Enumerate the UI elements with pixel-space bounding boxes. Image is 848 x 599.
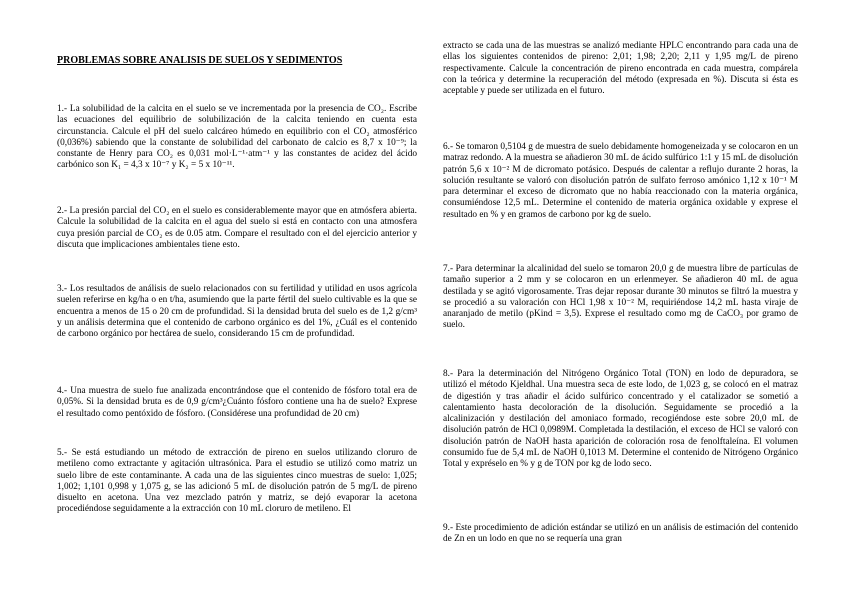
problem-2: 2.- La presión parcial del CO₂ en el suelo es considerablemente mayor que en atmósfera abierta. Calcule la solubilidad de la calcita en el agua del suelo si está en contacto con una atmosfera cuya presión parcial de CO₂ es de 0.05 atm. Compare el resultado con el del ejercicio anterior y discuta que implicaciones ambientales tiene esto.	[57, 206, 417, 250]
problem-5: 5.- Se está estudiando un método de extracción de pireno en suelos utilizando cloruro de metileno como extractante y agitación ultrasónica. Para el estudio se utilizó como matriz un suelo libre de este contaminante. A cada una de las siguientes cinco muestras de suelo: 1,025; 1,002; 1,101 0,998 y 1,075 g, se las adicionó 5 mL de disolución patrón de 5 mg/L de pireno disuelto en acetona. Una vez mezclado patrón y matriz, se dejó evaporar la acetona procediéndose seguidamente a la extracción con 10 mL cloruro de metileno. El	[57, 448, 417, 515]
problem-4: 4.- Una muestra de suelo fue analizada encontrándose que el contenido de fósforo total era de 0,05%. Si la densidad bruta es de 0,9 g/cm³¿Cuánto fósforo contiene una ha de suelo? Exprese el resultado como pentóxido de fósforo. (Considérese una profundidad de 20 cm)	[57, 386, 417, 419]
problem-9: 9.- Este procedimiento de adición estándar se utilizó en un análisis de estimación del contenido de Zn en un lodo en que no se requería una gran	[443, 523, 798, 545]
problem-3: 3.- Los resultados de análisis de suelo relacionados con su fertilidad y utilidad en usos agrícola suelen referirse en kg/ha o en t/ha, asumiendo que la parte fértil del suelo cultivable es la que se encuentra a menos de 15 o 20 cm de profundidad. Si la densidad bruta del suelo es de 1,2 g/cm³ y un análisis determina que el contenido de carbono orgánico es del 1%, ¿Cuál es el contenido de carbono orgánico por hectárea de suelo, considerando 15 cm de profundidad.	[57, 284, 417, 340]
problem-6: 6.- Se tomaron 0,5104 g de muestra de suelo debidamente homogeneizada y se colocaron en un matraz redondo. A la muestra se añadieron 30 mL de ácido sulfúrico 1:1 y 15 mL de disolución patrón 5,6 x 10⁻² M de dicromato potásico. Después de calentar a reflujo durante 2 horas, la solución resultante se valoró con disolución patrón de sulfato ferroso amónico 1,12 x 10⁻¹ M para determinar el exceso de dicromato que no había reaccionado con la materia orgánica, consumiéndose 12,5 mL. Determine el contenido de materia orgánica oxidable y exprese el resultado en % y en gramos de carbono por kg de suelo.	[443, 142, 798, 220]
problem-5-continued: extracto se cada una de las muestras se analizó mediante HPLC encontrando para cada una de ellas los siguientes contenidos de pireno: 2,01; 1,98; 2,20; 2,11 y 1,95 mg/L de pireno respectivamente. Calcule la concentración de pireno encontrada en cada muestra, compárela con la teórica y determine la recuperación del método (expresada en %). Discuta si ésta es aceptable y puede ser utilizada en el futuro.	[443, 41, 798, 97]
problem-8: 8.- Para la determinación del Nitrógeno Orgánico Total (TON) en lodo de depuradora, se utilizó el método Kjeldhal. Una muestra seca de este lodo, de 1,023 g, se colocó en el matraz de digestión y tras añadir el ácido sulfúrico concentrado y el catalizador se sometió a calentamiento hasta decoloración de la disolución. Seguidamente se procedió a la alcalinización y destilación del amoniaco formado, recogiéndose este sobre 20,0 mL de disolución patrón de HCl 0,0989M. Completada la destilación, el exceso de HCl se valoró con disolución patrón de NaOH hasta aparición de coloración rosa de fenolftaleína. El volumen consumido fue de 5,4 mL de NaOH 0,1013 M. Determine el contenido de Nitrógeno Orgánico Total y expréselo en % y g de TON por kg de lodo seco.	[443, 369, 798, 470]
page-title: PROBLEMAS SOBRE ANALISIS DE SUELOS Y SEDIMENTOS	[57, 55, 343, 66]
problem-7: 7.- Para determinar la alcalinidad del suelo se tomaron 20,0 g de muestra libre de partículas de tamaño superior a 2 mm y se colocaron en un erlenmeyer. Se añadieron 40 mL de agua destilada y se agitó vigorosamente. Tras dejar reposar durante 30 minutos se filtró la muestra y se procedió a su valoración con HCl 1,98 x 10⁻² M, requiriéndose 14,2 mL hasta viraje de anaranjado de metilo (pKind = 3,5). Exprese el resultado como mg de CaCO₃ por gramo de suelo.	[443, 264, 798, 331]
problem-1: 1.- La solubilidad de la calcita en el suelo se ve incrementada por la presencia de CO₂. Escribe las ecuaciones del equilibrio de solubilización de la calcita teniendo en cuenta esta circunstancia. Calcule el pH del suelo calcáreo húmedo en equilibrio con el CO₂ atmosférico (0,036%) sabiendo que la constante de solubilidad del carbonato de calcio es 8,7 x 10⁻⁹; la constante de Henry para CO₂ es 0,031 mol·L⁻¹·atm⁻¹ y las constantes de acidez del ácido carbónico son K₁ = 4,3 x 10⁻⁷ y K₂ = 5 x 10⁻¹¹.	[57, 104, 417, 171]
